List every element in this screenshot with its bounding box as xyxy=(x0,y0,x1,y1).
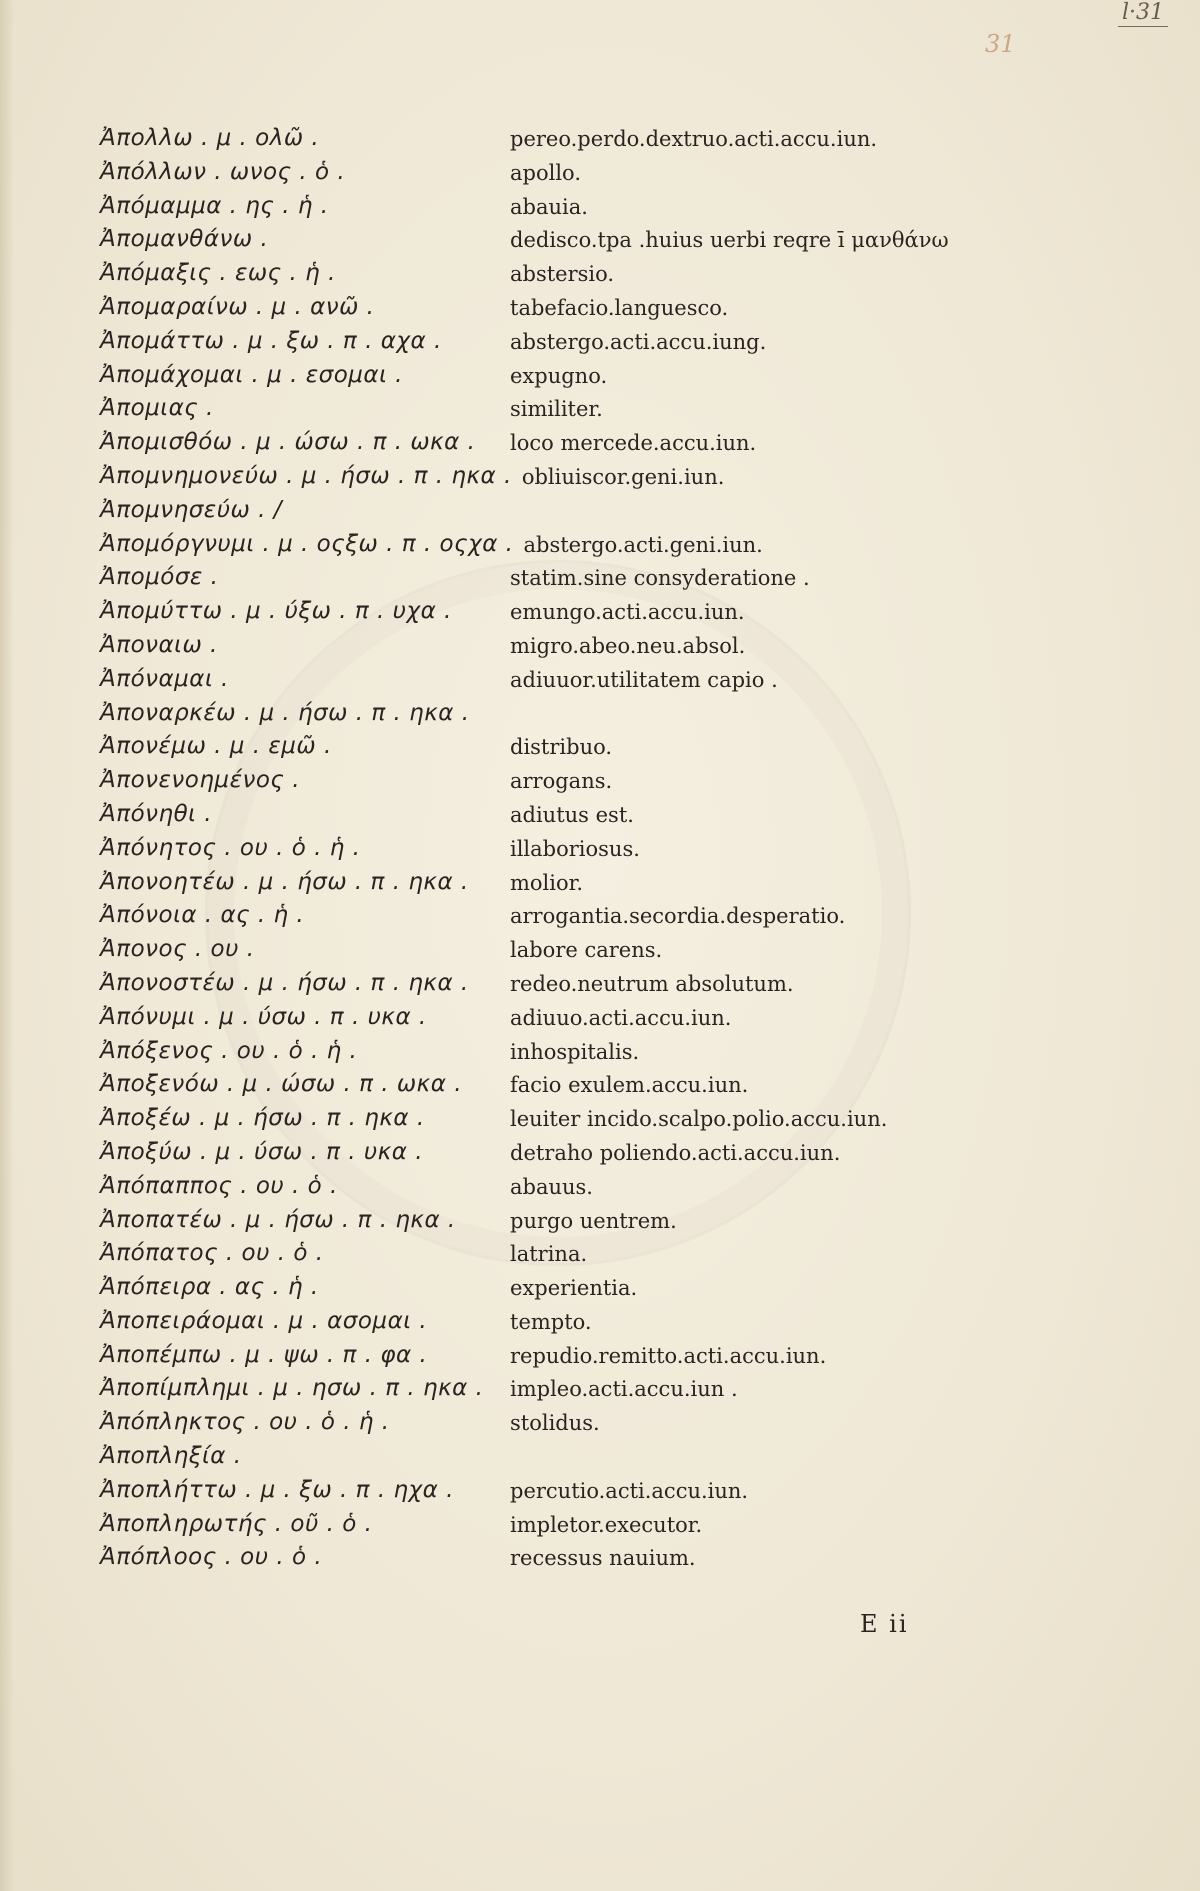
greek-headword: Ἀπονενοημένος . xyxy=(100,767,301,794)
greek-headword: Ἀπομάττω . μ . ξω . π . αχα . xyxy=(100,327,442,354)
latin-gloss: abstergo.acti.accu.iung. xyxy=(510,329,767,354)
greek-headword: Ἀποναιω . xyxy=(100,631,218,658)
dictionary-entry xyxy=(100,395,1100,429)
latin-gloss: experientia. xyxy=(510,1276,638,1301)
greek-headword: Ἀπομαραίνω . μ . ανῶ . xyxy=(100,293,375,320)
latin-gloss: tabefacio.languesco. xyxy=(510,295,729,320)
dictionary-entry xyxy=(100,463,1100,497)
greek-headword: Ἀπομάχομαι . μ . εσομαι . xyxy=(100,361,403,388)
greek-headword: Ἀπόπειρα . ας . ἡ . xyxy=(100,1274,319,1301)
dictionary-entry xyxy=(100,1038,1100,1072)
greek-headword: Ἀπόνοια . ας . ἡ . xyxy=(100,902,305,929)
dictionary-entry xyxy=(100,1071,1100,1105)
latin-gloss: impleo.acti.accu.iun . xyxy=(510,1377,738,1402)
greek-headword: Ἀπόπαππος . ου . ὁ . xyxy=(100,1172,338,1199)
dictionary-entry xyxy=(100,767,1100,801)
greek-headword: Ἀπομόσε . xyxy=(100,564,219,591)
greek-headword: Ἀπομιας . xyxy=(100,395,214,422)
greek-headword: Ἀποπέμπω . μ . ψω . π . φα . xyxy=(100,1341,428,1368)
dictionary-entry xyxy=(100,801,1100,835)
page-edge-shadow xyxy=(0,0,14,1891)
dictionary-entry xyxy=(100,1240,1100,1274)
greek-headword: Ἀποπληρωτής . οῦ . ὁ . xyxy=(100,1510,373,1537)
greek-headword: Ἀποπειράομαι . μ . ασομαι . xyxy=(100,1307,428,1334)
latin-gloss: loco mercede.accu.iun. xyxy=(510,431,757,456)
latin-gloss: redeo.neutrum absolutum. xyxy=(510,971,794,996)
greek-headword: Ἀπόμαξις . εως . ἡ . xyxy=(100,260,336,287)
dictionary-entry xyxy=(100,1409,1100,1443)
dictionary-entry xyxy=(100,1004,1100,1038)
dictionary-entry xyxy=(100,835,1100,869)
dictionary-entry xyxy=(100,429,1100,463)
greek-headword: Ἀπόναμαι . xyxy=(100,665,229,692)
dictionary-entry xyxy=(100,125,1100,159)
latin-gloss: stolidus. xyxy=(510,1411,600,1436)
dictionary-entry xyxy=(100,970,1100,1004)
greek-headword: Ἀπομνησεύω . / xyxy=(100,496,282,523)
greek-headword: Ἀποπίμπλημι . μ . ησω . π . ηκα . xyxy=(100,1375,484,1402)
greek-headword: Ἀπόνηθι . xyxy=(100,800,213,827)
dictionary-entry xyxy=(100,159,1100,193)
latin-gloss: labore carens. xyxy=(510,938,663,963)
latin-gloss: recessus nauium. xyxy=(510,1546,696,1571)
greek-headword: Ἀπόλλων . ωνος . ὁ . xyxy=(100,158,346,185)
dictionary-entry xyxy=(100,666,1100,700)
dictionary-entry xyxy=(100,700,1100,734)
latin-gloss: expugno. xyxy=(510,363,608,388)
folio-mark: l·31 xyxy=(1118,0,1168,27)
dictionary-entry xyxy=(100,632,1100,666)
dictionary-entry xyxy=(100,1139,1100,1173)
greek-headword: Ἀπόνητος . ου . ὁ . ἡ . xyxy=(100,834,361,861)
dictionary-entry xyxy=(100,733,1100,767)
latin-gloss: tempto. xyxy=(510,1309,592,1334)
greek-headword: Ἀπομισθόω . μ . ώσω . π . ωκα . xyxy=(100,429,476,456)
greek-headword: Ἀποναρκέω . μ . ήσω . π . ηκα . xyxy=(100,699,470,726)
dictionary-entry xyxy=(100,1375,1100,1409)
dictionary-entry xyxy=(100,564,1100,598)
dictionary-entry xyxy=(100,1511,1100,1545)
dictionary-entry xyxy=(100,936,1100,970)
dictionary-entry xyxy=(100,1443,1100,1477)
latin-gloss: statim.sine consyderatione . xyxy=(510,566,810,591)
latin-gloss: adiuuo.acti.accu.iun. xyxy=(510,1005,732,1030)
dictionary-entry xyxy=(100,1342,1100,1376)
latin-gloss: adiutus est. xyxy=(510,802,634,827)
dictionary-entry xyxy=(100,328,1100,362)
dictionary-entry xyxy=(100,1308,1100,1342)
greek-headword: Ἀπονοητέω . μ . ήσω . π . ηκα . xyxy=(100,868,469,895)
greek-headword: Ἀποπλήττω . μ . ξω . π . ηχα . xyxy=(100,1476,454,1503)
dictionary-entry xyxy=(100,598,1100,632)
latin-gloss: purgo uentrem. xyxy=(510,1208,677,1233)
dictionary-entry xyxy=(100,1274,1100,1308)
greek-headword: Ἀπομόργνυμι . μ . οςξω . π . οςχα . xyxy=(100,530,514,557)
greek-headword: Ἀπόπλοος . ου . ὁ . xyxy=(100,1544,323,1571)
greek-headword: Ἀποξέω . μ . ήσω . π . ηκα . xyxy=(100,1105,425,1132)
latin-gloss: facio exulem.accu.iun. xyxy=(510,1073,749,1098)
greek-headword: Ἀποξύω . μ . ύσω . π . υκα . xyxy=(100,1138,424,1165)
latin-gloss: apollo. xyxy=(510,160,581,185)
dictionary-entry xyxy=(100,226,1100,260)
dictionary-entry xyxy=(100,260,1100,294)
greek-headword: Ἀπόνυμι . μ . ύσω . π . υκα . xyxy=(100,1003,427,1030)
greek-headword: Ἀπομανθάνω . xyxy=(100,226,269,253)
dictionary-entry xyxy=(100,294,1100,328)
greek-headword: Ἀποξενόω . μ . ώσω . π . ωκα . xyxy=(100,1071,462,1098)
latin-gloss: distribuo. xyxy=(510,735,613,760)
latin-gloss: arrogantia.secordia.desperatio. xyxy=(510,904,846,929)
dictionary-entry xyxy=(100,1207,1100,1241)
latin-gloss: molior. xyxy=(510,870,584,895)
greek-headword: Ἀπονος . ου . xyxy=(100,936,255,963)
dictionary-entry xyxy=(100,1544,1100,1578)
greek-headword: Ἀπομνημονεύω . μ . ήσω . π . ηκα . xyxy=(100,462,512,489)
latin-gloss: illaboriosus. xyxy=(510,836,640,861)
dictionary-entry xyxy=(100,869,1100,903)
latin-gloss: detraho poliendo.acti.accu.iun. xyxy=(510,1140,841,1165)
folio-pencil-number: 31 xyxy=(985,30,1016,58)
latin-gloss: adiuuor.utilitatem capio . xyxy=(510,667,778,692)
greek-headword: Ἀπόμαμμα . ης . ἡ . xyxy=(100,192,329,219)
dictionary-entry xyxy=(100,1105,1100,1139)
greek-headword: Ἀπόξενος . ου . ὁ . ἡ . xyxy=(100,1037,358,1064)
dictionary-entry xyxy=(100,531,1100,565)
greek-headword: Ἀπονοστέω . μ . ήσω . π . ηκα . xyxy=(100,969,469,996)
latin-gloss: repudio.remitto.acti.accu.iun. xyxy=(510,1343,827,1368)
dictionary-entries xyxy=(100,125,1100,1578)
latin-gloss: abauus. xyxy=(510,1174,593,1199)
signature-mark: E ii xyxy=(860,1610,909,1638)
latin-gloss: arrogans. xyxy=(510,769,613,794)
latin-gloss: percutio.acti.accu.iun. xyxy=(510,1478,749,1503)
greek-headword: Ἀπομύττω . μ . ύξω . π . υχα . xyxy=(100,598,452,625)
latin-gloss: obliuiscor.geni.iun. xyxy=(521,464,725,489)
latin-gloss: similiter. xyxy=(510,397,603,422)
greek-headword: Ἀπονέμω . μ . εμῶ . xyxy=(100,733,332,760)
dictionary-entry xyxy=(100,362,1100,396)
greek-headword: Ἀπόπληκτος . ου . ὁ . ἡ . xyxy=(100,1409,390,1436)
latin-gloss: leuiter incido.scalpo.polio.accu.iun. xyxy=(510,1107,888,1132)
latin-gloss: inhospitalis. xyxy=(510,1039,640,1064)
greek-headword: Ἀπόπατος . ου . ὁ . xyxy=(100,1240,324,1267)
latin-gloss: pereo.perdo.dextruo.acti.accu.iun. xyxy=(510,127,878,151)
latin-gloss: migro.abeo.neu.absol. xyxy=(510,633,746,658)
greek-headword: Ἀπολλω . μ . ολῶ . xyxy=(100,125,320,151)
dictionary-entry xyxy=(100,1477,1100,1511)
latin-gloss: latrina. xyxy=(510,1242,588,1267)
dictionary-entry xyxy=(100,902,1100,936)
latin-gloss: impletor.executor. xyxy=(510,1512,703,1537)
dictionary-entry xyxy=(100,497,1100,531)
latin-gloss: abstergo.acti.geni.iun. xyxy=(523,532,763,557)
latin-gloss: dedisco.tpa .huius uerbi reqre ī μανθάνω xyxy=(510,228,949,253)
latin-gloss: abstersio. xyxy=(510,262,615,287)
dictionary-entry xyxy=(100,193,1100,227)
latin-gloss: abauia. xyxy=(510,194,588,219)
greek-headword: Ἀποπληξία . xyxy=(100,1443,242,1470)
latin-gloss: emungo.acti.accu.iun. xyxy=(510,600,745,625)
dictionary-entry xyxy=(100,1173,1100,1207)
greek-headword: Ἀποπατέω . μ . ήσω . π . ηκα . xyxy=(100,1206,456,1233)
